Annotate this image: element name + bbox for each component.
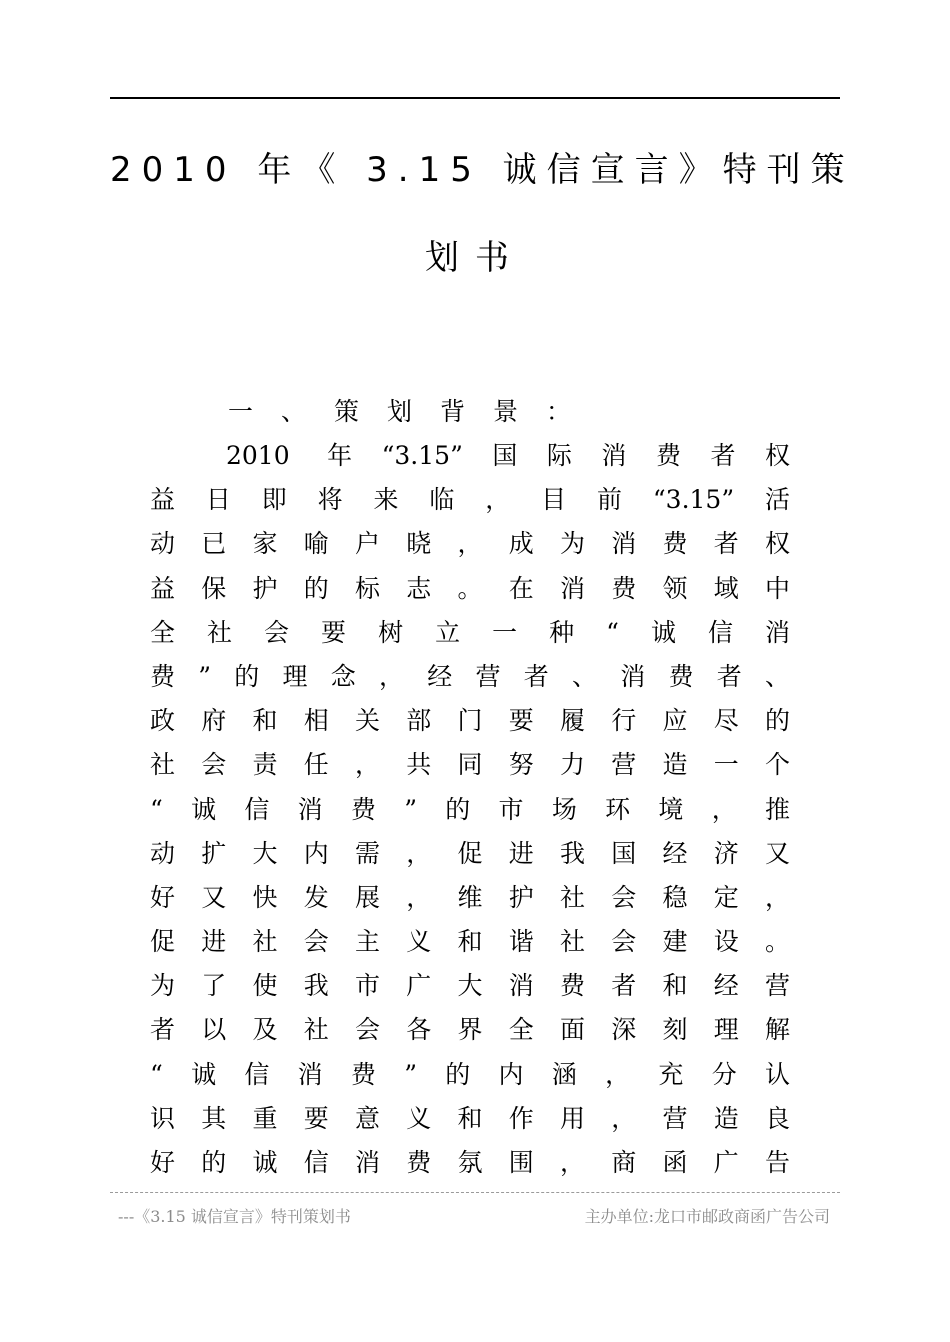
body-paragraph	[150, 440, 790, 1191]
paragraph-line: 好的诚信消费氛围，商函广告	[150, 1148, 790, 1177]
paragraph-line: 促进社会主义和谐社会建设。	[150, 927, 790, 957]
paragraph-line: 动扩大内需，促进我国经济又	[150, 838, 790, 868]
paragraph-line: 益保护的标志。在消费领域中	[150, 573, 790, 603]
paragraph-line: 者以及社会各界全面深刻理解	[150, 1015, 790, 1045]
footer-document-name: ---《3.15 诚信宣言》特刊策划书	[118, 1207, 351, 1226]
paragraph-line: 社会责任，共同努力营造一个	[150, 750, 790, 780]
paragraph-line: 为了使我市广大消费者和经营	[150, 971, 790, 1001]
paragraph-line: 政府和相关部门要履行应尽的	[150, 706, 790, 736]
paragraph-line: 2010 年“3.15”国际消费者权	[226, 441, 790, 470]
paragraph-line: 全社会要树立一种“诚信消	[150, 617, 790, 647]
section-heading: 一、策划背景：	[228, 397, 600, 426]
paragraph-line: 好又快发展，维护社会稳定，	[150, 882, 790, 912]
footer-rule	[110, 1192, 840, 1193]
document-title-line-1: 2010 年《 3.15 诚信宣言》特刊策	[110, 150, 855, 190]
header-rule	[110, 97, 840, 99]
paragraph-line: “诚信消费”的内涵，充分认	[150, 1059, 790, 1089]
paragraph-line: 费”的理念，经营者、消费者、	[150, 661, 790, 691]
paragraph-line: 益日即将来临，目前“3.15”活	[150, 485, 790, 515]
paragraph-line: 动已家喻户晓，成为消费者权	[150, 529, 790, 559]
footer-organizer: 主办单位:龙口市邮政商函广告公司	[584, 1207, 830, 1226]
document-title-line-2: 划书	[425, 238, 525, 278]
paragraph-line: “诚信消费”的市场环境，推	[150, 794, 790, 824]
paragraph-line: 识其重要意义和作用，营造良	[150, 1103, 790, 1133]
